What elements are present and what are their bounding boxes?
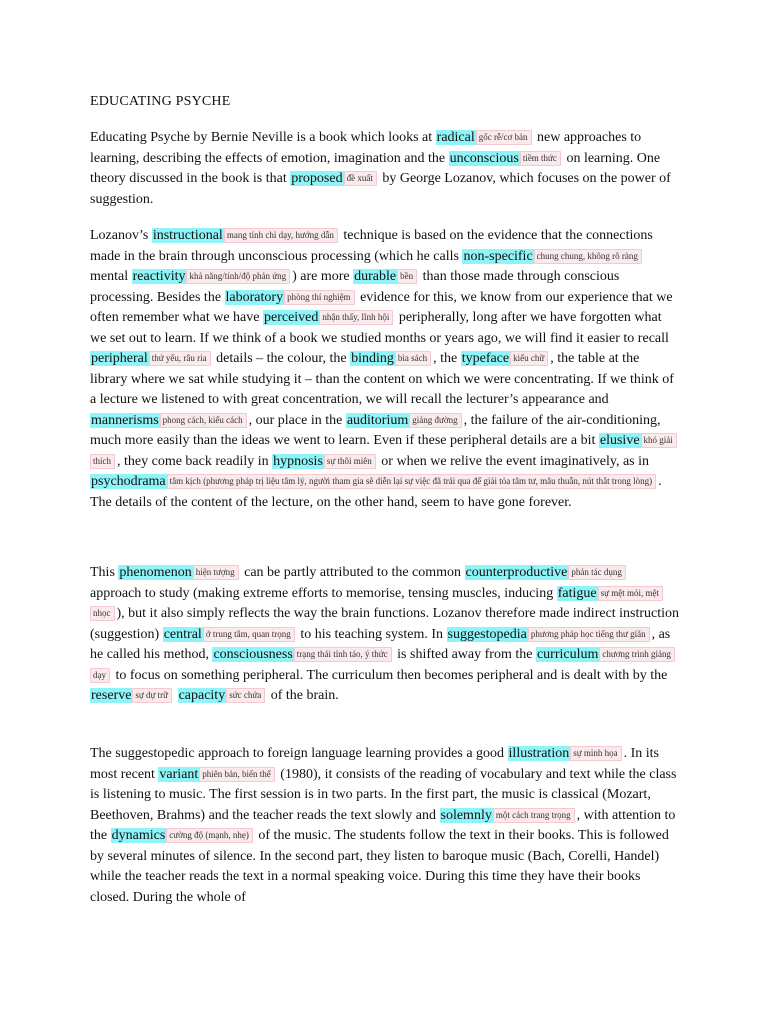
gloss-note: nhận thấy, lĩnh hội [319,310,393,325]
body-text: of the brain. [267,688,339,703]
gloss-note: sự dự trữ [132,688,172,703]
paragraph-4 [90,744,680,908]
body-text: ) are more [292,269,354,284]
paragraph-3 [90,563,680,707]
body-text: or when we relive the event imaginatively, as in [377,453,650,469]
gloss-note: mang tính chỉ dạy, hướng dẫn [224,228,338,243]
highlighted-word: reactivity [132,269,186,284]
gloss-note: phòng thí nghiệm [284,290,355,305]
gloss-note: phiên bản, biến thể [199,767,274,782]
body-text: , they come back readily in [117,453,273,469]
highlighted-word: solemnly [440,807,492,823]
gloss-note: kiểu chữ [510,351,548,366]
highlighted-word: curriculum [536,647,599,662]
gloss-note: bền [397,269,417,284]
body-text: can be partly attributed to the common [240,565,465,580]
body-text: than those made through conscious processing. Besides the [90,269,620,305]
body-text: on learning. One theory discussed in the book is that [90,150,661,186]
body-text: by George Lozanov, which focuses on the power of suggestion. [90,171,671,207]
body-text: . In its most recent [90,746,659,782]
gloss-note: phong cách, kiểu cách [160,413,247,428]
highlighted-word: peripheral [91,351,148,366]
highlighted-word: mannerisms [91,412,159,428]
highlighted-word: reserve [91,688,132,703]
gloss-note: trạng thái tỉnh táo, ý thức [294,647,392,662]
body-text: of the music. The students follow the text in their books. This is followed by several minutes of silence. In the second part, they listen to baroque music (Bach, Corelli, Handel) while the teacher reads the text in a normal speaking voice. During this time they have their books closed. During the whole of [90,828,669,905]
paragraph-1 [90,128,680,210]
highlighted-word: laboratory [225,289,284,305]
body-text: peripherally, long after we have forgotten what we set out to learn. If we think of a book we studied months or years ago, we will find it easier to recall [90,310,669,346]
highlighted-word: typeface [461,351,510,366]
highlighted-word: central [163,626,202,642]
gloss-note: đề xuất [344,171,377,186]
highlighted-word: fatigue [557,585,597,601]
body-text: The suggestopedic approach to foreign language learning provides a good [90,746,508,761]
highlighted-word: dynamics [111,828,166,843]
body-text: to focus on something peripheral. The curriculum then becomes peripheral and is dealt with by the [112,667,668,683]
gloss-note: bìa sách [395,351,431,366]
body-text: , the failure of the air-conditioning, much more easily than the ideas we went to learn. Even if these peripheral details are a bit [90,412,661,448]
body-text: new approaches to learning, describing the effects of emotion, imagination and the [90,130,642,166]
body-text: ), but it also simply reflects the way the brain functions. Lozanov therefore made indirect instruction (suggestion) [90,606,680,642]
body-text: , with attention to the [90,807,676,843]
highlighted-word: variant [159,766,199,782]
body-text: , the [433,351,461,366]
gloss-note: hiện tượng [193,565,239,580]
highlighted-word: instructional [152,228,223,243]
gloss-note: sự thôi miên [324,454,376,469]
body-text: technique is based on the evidence that the connections made in the brain through unconscious processing (which he calls [90,228,653,264]
highlighted-word: capacity [178,688,226,703]
highlighted-word: perceived [263,310,319,325]
body-text: . The details of the content of the lecture, on the other hand, seem to have gone forever. [90,474,662,510]
gloss-note: khả năng/tính/độ phản ứng [186,269,290,284]
highlighted-word: radical [436,130,475,145]
body-text: This [90,565,119,580]
gloss-note: chương trình giảng dạy [90,647,675,683]
body-text: to his teaching system. In [296,626,447,642]
gloss-note: sức chứa [226,688,265,703]
gloss-note: sự mệt mỏi, mệt nhọc [90,586,663,622]
highlighted-word: suggestopedia [447,626,527,642]
highlighted-word: unconscious [449,150,519,166]
gloss-note: phản tác dụng [568,565,625,580]
gloss-note: khó giải thích [90,433,677,469]
gloss-note: ở trung tâm, quan trọng [203,627,295,642]
highlighted-word: elusive [599,433,640,448]
gloss-note: tâm kịch (phương pháp trị liệu tâm lý, người tham gia sẽ diễn lại sự việc đã trải qua để giải tỏa tâm tư, mâu thuẫn, nút thắt trong lòng) [167,474,656,489]
body-text: is shifted away from the [393,647,536,662]
highlighted-word: binding [351,351,394,366]
document-title: EDUCATING PSYCHE [90,94,231,109]
highlighted-word: consciousness [213,647,293,662]
highlighted-word: phenomenon [119,565,192,580]
highlighted-word: durable [354,269,397,284]
gloss-note: tiềm thức [520,151,561,166]
body-text: , our place in the [248,412,346,428]
gloss-note: phương pháp học tiếng thư giãn [528,627,650,642]
body-text: (1980), it consists of the reading of vocabulary and text while the class is listening to music. The first session is in two parts. In the first part, the music is classical (Mozart, Beethoven, Brahms) and the teacher reads the text slowly and [90,766,677,823]
body-text: , the table at the library where we sat while studying it – than the content on which we were concentrating. If we think of a lecture we listened to with great concentration, we will recall the lecturer’s appearance and [90,351,674,407]
gloss-note: giảng đường [409,413,461,428]
gloss-note: cường độ (mạnh, nhẹ) [166,828,253,843]
gloss-note: gốc rễ/cơ bản [476,130,532,145]
body-text: approach to study (making extreme efforts to memorise, tensing muscles, inducing [90,585,557,601]
highlighted-word: psychodrama [91,474,166,489]
body-text: evidence for this, we know from our experience that we often remember what we have [90,289,673,325]
paragraph-2 [90,226,680,513]
highlighted-word: counterproductive [465,565,568,580]
gloss-note: một cách trang trọng [493,808,575,823]
body-text: details – the colour, the [212,351,351,366]
gloss-note: thứ yếu, râu ria [149,351,211,366]
highlighted-word: auditorium [346,412,409,428]
gloss-note: chung chung, không rõ ràng [534,249,642,264]
gloss-note: sự minh họa [570,746,621,761]
body-text: mental [90,269,132,284]
body-text: Lozanov’s [90,228,152,243]
highlighted-word: proposed [291,171,343,186]
highlighted-word: illustration [508,746,570,761]
body-text: , as he called his method, [90,626,671,662]
highlighted-word: hypnosis [273,453,323,469]
body-text: Educating Psyche by Bernie Neville is a book which looks at [90,130,436,145]
highlighted-word: non-specific [463,248,533,264]
